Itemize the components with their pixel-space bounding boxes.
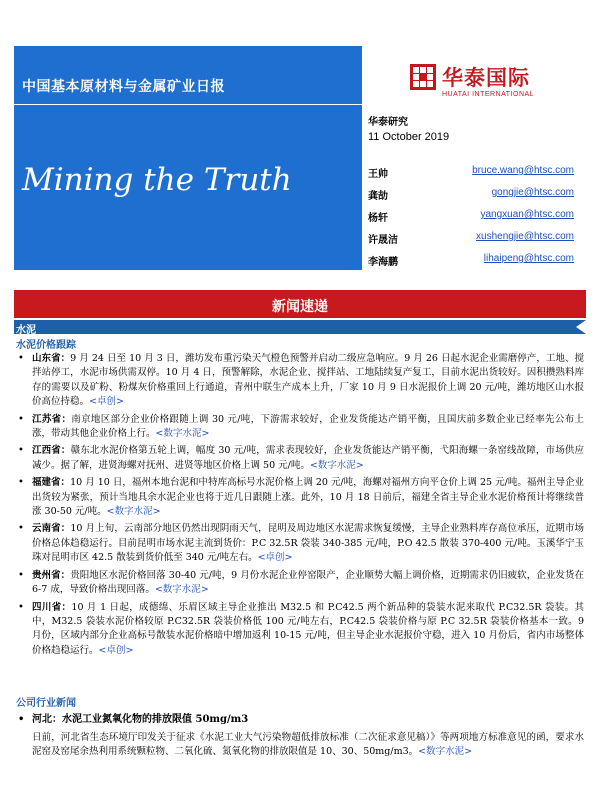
section-title: 新闻速递 [272,299,328,315]
industry-news-item [16,712,584,760]
region-label: 贵州省： [32,569,71,581]
source-link[interactable]: <数字水泥> [418,746,473,758]
analyst-email-link[interactable]: xushengjie@htsc.com [476,231,574,242]
source-link[interactable]: <卓创> [98,644,134,656]
analyst-row [368,187,588,209]
analyst-name: 李海鹏 [368,257,398,268]
news-headline-text: 河北：水泥工业氮氧化物的排放限值 50mg/m3 [32,714,249,725]
analyst-name: 许晟洁 [368,235,398,246]
region-label: 福建省： [32,477,71,489]
analyst-email-link[interactable]: yangxuan@htsc.com [480,209,574,220]
item-text: 赣东北水泥价格第五轮上调，幅度 30 元/吨，需求表现较好，企业发货能达产销平衡，弋阳海螺一条窑线故障，市场供应减少。据了解，进贤海螺对抚州、进贤等地区价格上调 50 元/吨。 [32,445,584,471]
bullet-icon: • [18,714,25,725]
bullet-icon: • [18,523,24,535]
analyst-email-link[interactable]: bruce.wang@htsc.com [472,165,574,176]
logo-text-cn: 华泰国际 [442,66,530,90]
category-price-tracking: 水泥价格跟踪 [16,340,76,351]
analyst-email-link[interactable]: gongjie@htsc.com [491,187,574,198]
region-label: 江西省： [32,445,71,457]
list-item [16,352,584,410]
list-item [16,569,584,598]
source-link[interactable]: <数字水泥> [155,428,210,440]
category-industry-news: 公司行业新闻 [16,698,76,709]
analyst-row [368,231,588,253]
bullet-icon: • [18,413,24,425]
region-label: 云南省： [32,523,71,535]
analyst-name: 龚劼 [368,191,388,202]
logo-text-en: HUATAI INTERNATIONAL [442,91,535,98]
news-body [16,731,584,760]
news-body-text: 日前，河北省生态环境厅印发关于征求《水泥工业大气污染物超低排放标准（二次征求意见稿）》等两项地方标准意见的函，要求水泥窑及窑尾余热利用系统颗粒物、二氧化硫、氮氧化物的排放限值是 10、30、50mg/m3。 [32,732,584,758]
bullet-icon: • [18,353,24,364]
source-link[interactable]: <数字水泥> [309,459,364,471]
analyst-name: 王帅 [368,169,388,180]
header-banner [14,32,362,270]
source-link[interactable]: <卓创> [257,552,293,564]
item-text: 10 月 10 日，福州本地台泥和中特库高标号水泥价格上调 20 元/吨，海螺对福州方向平仓价上调 25 元/吨。福州主导企业出货较为紧张，预计当地具余水泥企业也将于近几日跟随上涨。此外，10 月 18 日前后，福建全省主导企业水泥价格预计将继续普涨 30-50 元/吨。 [32,477,584,518]
banner-divider [14,104,362,105]
item-text: 10 月上旬，云南部分地区仍然出现阴雨天气，昆明及周边地区水泥需求恢复缓慢，主导企业熟料库存高位承压，近期市场价格总体趋稳运行。目前昆明市场水泥主流到货价：P.C 32.5R 袋装 340-385 元/吨，P.O 42.5 散装 370-400 元/吨。玉溪华宁玉珠对昆明市区 42.5 散装到货价低至 340 元/吨左右。 [32,523,584,564]
price-item-list [16,352,584,661]
subsection-header [14,320,586,334]
item-text: 9 月 24 日至 10 月 3 日，潍坊发布重污染天气橙色预警并启动二级应急响应。9 月 26 日起水泥企业需磨停产，工地、搅拌站停工，水泥市场供需双停。10 月 4 日，预警解除，水泥企业、搅拌站、工地陆续复产复工，目前水泥出货较好。因积攒熟料库存的需要以及矿粉、粉煤灰价格重回上行通道，青州中联生产成本上升，厂家 10 月 9 日水泥报价上调 20 元/吨，潍坊地区山水报价高位持稳。 [32,353,584,408]
analyst-email-link[interactable]: lihaipeng@htsc.com [483,253,574,264]
list-item [16,444,584,473]
huatai-logo [410,62,560,102]
item-text: 贵阳地区水泥价格回落 30-40 元/吨，9 月份水泥企业停窑限产，企业顺势大幅上调价格，近期需求仍旧疲软，企业发货在 6-7 成，导致价格出现回落。 [32,569,584,596]
huatai-logo-icon [410,64,436,90]
arrow-notch-icon [576,320,586,334]
source-link[interactable]: <卓创> [89,396,124,408]
report-date: 11 October 2019 [368,131,450,143]
bullet-icon: • [18,601,24,613]
banner-top-strip [14,32,362,46]
bullet-icon: • [18,477,24,489]
region-label: 山东省： [32,353,71,364]
list-item [16,476,584,519]
list-item [16,522,584,565]
item-text: 10 月 1 日起，成德绵、乐眉区域主导企业推出 M32.5 和 P.C42.5 两个新品种的袋装水泥来取代 P.C32.5R 袋装。其中，M32.5 袋装水泥价格较原 P.C32.5R 袋装价格低 100 元/吨左右，P.C42.5 袋装价格与原 P.C 32.5R 袋装价格基本一致。9 月份，区域内部分企业高标号散装水泥价格暗中增加返利 10-15 元/吨，但主导企业水泥报价守稳，进入 10 月份后，省内市场整体价格趋稳运行。 [32,601,584,656]
news-headline [16,712,584,727]
report-series-title: 中国基本原材料与金属矿业日报 [22,79,225,95]
item-text: 南京地区部分企业价格跟随上调 30 元/吨，下游需求较好，企业发货能达产销平衡，且国庆前多数企业已经率先公布上涨，带动其他企业价格上行。 [32,413,584,440]
section-header [14,290,586,318]
list-item [16,413,584,442]
source-link[interactable]: <数字水泥> [154,584,209,596]
bullet-icon: • [18,445,24,457]
analyst-row [368,253,588,275]
analyst-row [368,165,588,187]
research-label: 华泰研究 [368,117,408,128]
region-label: 四川省： [32,601,72,613]
list-item [16,601,584,659]
region-label: 江苏省： [32,413,72,425]
source-link[interactable]: <数字水泥> [106,506,161,518]
bullet-icon: • [18,569,24,581]
analyst-row [368,209,588,231]
analyst-list [368,165,588,275]
report-title: Mining the Truth [22,162,292,198]
subsection-title: 水泥 [16,325,36,336]
analyst-name: 杨轩 [368,213,388,224]
